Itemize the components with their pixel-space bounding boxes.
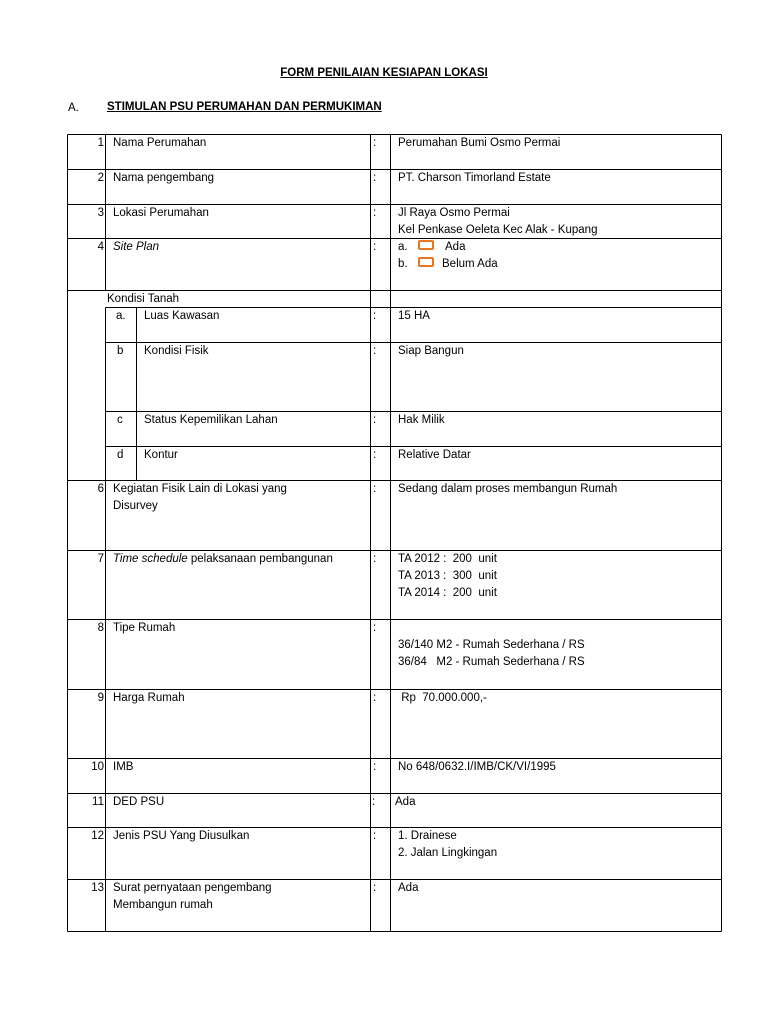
field-label-luas-kawasan: Luas Kawasan [144, 310, 220, 322]
field-label-nama-pengembang: Nama pengembang [113, 172, 215, 184]
row-number: 6 [97, 483, 104, 495]
field-value-jenis-psu-2: 2. Jalan Lingkingan [398, 847, 498, 859]
row-number: 12 [91, 830, 104, 842]
colon-separator: : [373, 449, 377, 461]
row-number: 11 [92, 796, 104, 808]
field-value-lokasi-line-2: Kel Penkase Oeleta Kec Alak - Kupang [398, 224, 598, 236]
colon-separator: : [373, 207, 377, 219]
field-label-lokasi-perumahan: Lokasi Perumahan [113, 207, 209, 219]
colon-separator: : [372, 796, 376, 808]
colon-separator: : [373, 882, 377, 894]
field-value-kontur: Relative Datar [398, 449, 471, 461]
sub-letter: c [117, 414, 123, 426]
row-number: 4 [97, 241, 104, 253]
field-label-jenis-psu: Jenis PSU Yang Diusulkan [113, 830, 250, 842]
colon-separator: : [373, 483, 377, 495]
row-number: 13 [91, 882, 104, 894]
field-label-kegiatan-line-2: Disurvey [113, 500, 158, 512]
colon-separator: : [373, 692, 377, 704]
field-label-time-schedule-italic: Time schedule [113, 553, 188, 565]
sub-letter: d [117, 449, 124, 461]
field-value-lokasi-line-1: Jl Raya Osmo Permai [398, 207, 510, 219]
row-number: 8 [97, 622, 104, 634]
field-label-tipe-rumah: Tipe Rumah [113, 622, 176, 634]
field-label-nama-perumahan: Nama Perumahan [113, 137, 207, 149]
colon-separator: : [373, 137, 377, 149]
row-number: 1 [97, 137, 104, 149]
row-number: 3 [97, 207, 104, 219]
field-label-ded-psu: DED PSU [113, 796, 165, 808]
colon-separator: : [373, 553, 377, 565]
field-value-ded-psu: Ada [395, 796, 416, 808]
row-number: 10 [91, 761, 104, 773]
field-label-surat-line-1: Surat pernyataan pengembang [113, 882, 272, 894]
field-label-kontur: Kontur [144, 449, 178, 461]
row-number: 9 [97, 692, 104, 704]
section-title: STIMULAN PSU PERUMAHAN DAN PERMUKIMAN [107, 101, 382, 113]
colon-separator: : [373, 345, 377, 357]
field-label-kondisi-tanah: Kondisi Tanah [107, 293, 180, 305]
form-title: FORM PENILAIAN KESIAPAN LOKASI [280, 67, 488, 79]
option-letter-a: a. [398, 241, 408, 253]
field-label-kondisi-fisik: Kondisi Fisik [144, 345, 209, 357]
field-label-surat-line-2: Membangun rumah [113, 899, 213, 911]
colon-separator: : [373, 830, 377, 842]
field-value-jenis-psu-1: 1. Drainese [398, 830, 457, 842]
field-value-schedule-2013: TA 2013 : 300 unit [398, 570, 497, 582]
field-value-tipe-rumah-1: 36/140 M2 - Rumah Sederhana / RS [398, 639, 585, 651]
field-value-kondisi-fisik: Siap Bangun [398, 345, 464, 357]
field-value-imb: No 648/0632.I/IMB/CK/VI/1995 [398, 761, 556, 773]
colon-separator: : [373, 172, 377, 184]
site-plan-checkbox-ada[interactable] [418, 239, 434, 256]
field-value-harga-rumah: Rp 70.000.000,- [398, 692, 487, 704]
site-plan-checkbox-belum-ada[interactable] [418, 256, 434, 273]
sub-letter: a. [116, 310, 126, 322]
field-value-schedule-2014: TA 2014 : 200 unit [398, 587, 497, 599]
field-value-schedule-2012: TA 2012 : 200 unit [398, 553, 497, 565]
colon-separator: : [373, 622, 377, 634]
field-value-surat: Ada [398, 882, 419, 894]
field-label-kegiatan-line-1: Kegiatan Fisik Lain di Lokasi yang [113, 483, 287, 495]
field-value-nama-perumahan: Perumahan Bumi Osmo Permai [398, 137, 561, 149]
field-value-status-kepemilikan: Hak Milik [398, 414, 445, 426]
row-number: 7 [97, 553, 104, 565]
field-label-harga-rumah: Harga Rumah [113, 692, 185, 704]
field-label-time-schedule-rest: pelaksanaan pembangunan [187, 553, 333, 565]
colon-separator: : [373, 241, 377, 253]
sub-letter: b [117, 345, 124, 357]
field-label-imb: IMB [113, 761, 134, 773]
option-label-belum-ada: Belum Ada [442, 258, 498, 270]
field-label-time-schedule [113, 551, 333, 568]
colon-separator: : [373, 761, 377, 773]
field-value-luas-kawasan: 15 HA [398, 310, 430, 322]
row-number: 2 [97, 172, 104, 184]
field-label-site-plan: Site Plan [113, 241, 160, 253]
section-letter: A. [68, 102, 79, 114]
colon-separator: : [373, 414, 377, 426]
field-value-nama-pengembang: PT. Charson Timorland Estate [398, 172, 551, 184]
option-label-ada: Ada [445, 241, 466, 253]
field-label-status-kepemilikan: Status Kepemilikan Lahan [144, 414, 278, 426]
option-letter-b: b. [398, 258, 408, 270]
colon-separator: : [373, 310, 377, 322]
field-value-kegiatan: Sedang dalam proses membangun Rumah [398, 483, 618, 495]
field-value-tipe-rumah-2: 36/84 M2 - Rumah Sederhana / RS [398, 656, 585, 668]
